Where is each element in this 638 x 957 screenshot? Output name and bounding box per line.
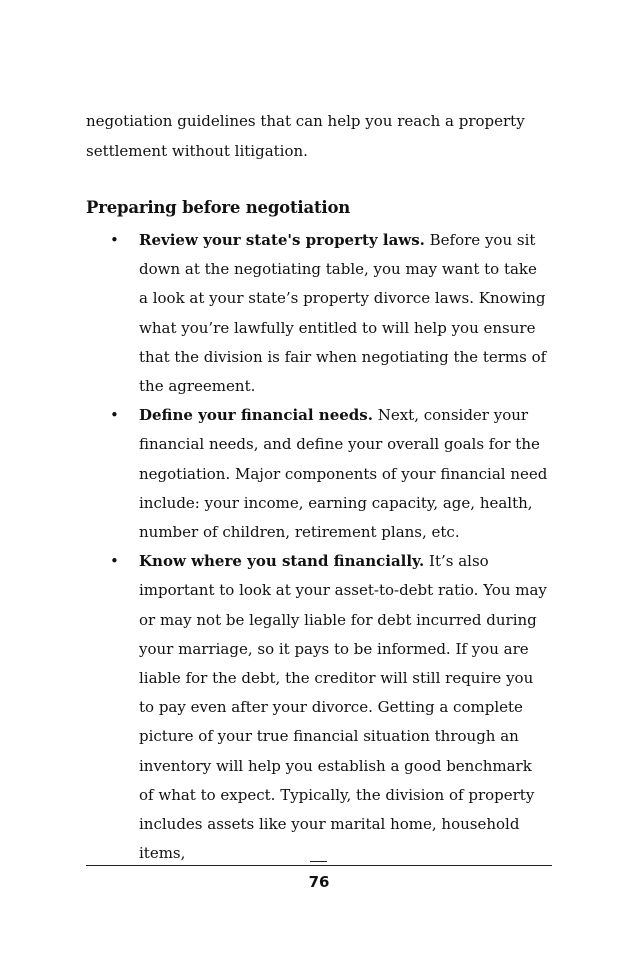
intro-paragraph: negotiation guidelines that can help you reach a property settlement without litigation. [86,112,525,160]
bullet-title: Define your financial needs. [139,406,373,425]
bullet-icon: • [110,231,119,249]
bullet-body: Before you sit down at the negotiating table, you may want to take a look at your state’s property divorce laws. Knowing what you’re lawfully entitled to will help you ensure that the division is fair when negotiating the terms of the agreement. [139,231,547,396]
bullet-list [0,226,638,868]
bullet-body: It’s also important to look at your asset-to-debt ratio. You may or may not be legally liable for debt incurred during your marriage, so it pays to be informed. If you are liable for the debt, the creditor will still require you to pay even after your divorce. Getting a complete picture of your true financial situation through an inventory will help you establish a good benchmark of what to expect. Typically, the division of property includes assets like your marital home, household items, [139,552,547,863]
bullet-title: Know where you stand financially. [139,552,425,571]
bullet-icon: • [110,552,119,571]
footer-divider [86,865,552,866]
bullet-item-financial-needs [0,401,549,547]
bullet-item-financial-standing [0,547,549,868]
bullet-body: Next, consider your financial needs, and define your overall goals for the negotiation. Major components of your financial need include: your income, earning capacity, age, health, number of children, retirement plans, etc. [139,406,548,542]
footer-tick-divider [310,861,327,862]
page-number: 76 [308,873,330,891]
bullet-item-property-laws [0,226,549,401]
bullet-icon: • [110,406,119,425]
section-heading: Preparing before negotiation [86,198,351,217]
bullet-title: Review your state's property laws. [139,231,425,249]
